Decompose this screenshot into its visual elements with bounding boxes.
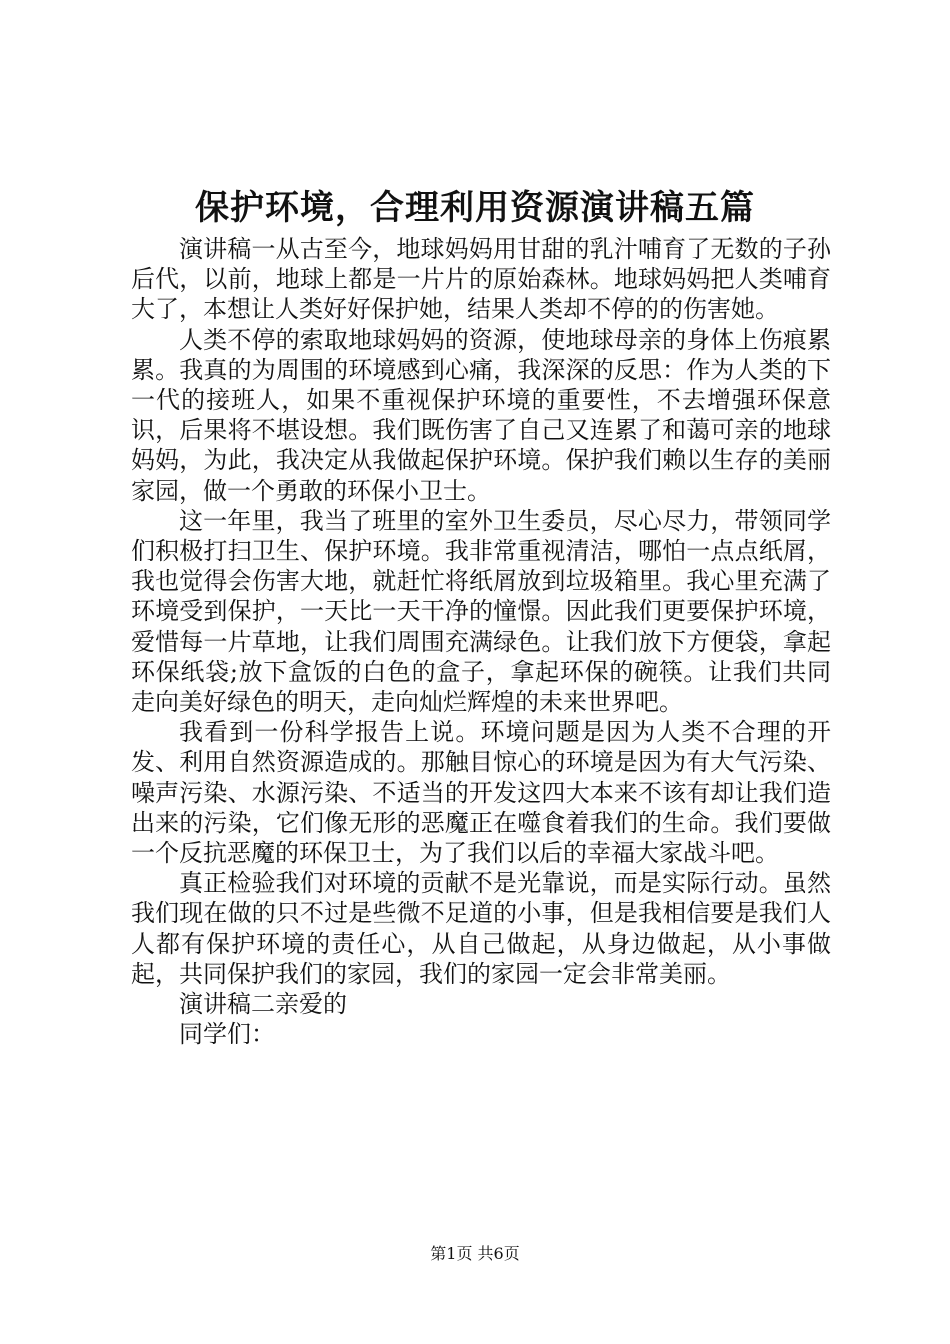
paragraph: 同学们： (179, 1020, 275, 1049)
document-title: 保护环境，合理利用资源演讲稿五篇 (195, 188, 755, 228)
document-body (131, 234, 831, 1049)
paragraph: 真正检验我们对环境的贡献不是光靠说，而是实际行动。虽然我们现在做的只不过是些微不足道的小事，但是我相信要是我们人人都有保护环境的责任心，从自己做起，从身边做起，从小事做起，共同保护我们的家园，我们的家园一定会非常美丽。 (131, 869, 831, 988)
paragraph: 演讲稿二亲爱的 (179, 990, 347, 1019)
paragraph: 演讲稿一从古至今，地球妈妈用甘甜的乳汁哺育了无数的子孙后代，以前，地球上都是一片片的原始森林。地球妈妈把人类哺育大了，本想让人类好好保护她，结果人类却不停的的伤害她。 (131, 235, 831, 324)
paragraph: 我看到一份科学报告上说。环境问题是因为人类不合理的开发、利用自然资源造成的。那触目惊心的环境是因为有大气污染、噪声污染、水源污染、不适当的开发这四大本来不该有却让我们造出来的污染，它们像无形的恶魔正在噬食着我们的生命。我们要做一个反抗恶魔的环保卫士，为了我们以后的幸福大家战斗吧。 (131, 718, 831, 868)
page-number-footer: 第1页 共6页 (430, 1244, 520, 1263)
paragraph: 人类不停的索取地球妈妈的资源，使地球母亲的身体上伤痕累累。我真的为周围的环境感到心痛，我深深的反思：作为人类的下一代的接班人，如果不重视保护环境的重要性，不去增强环保意识，后果将不堪设想。我们既伤害了自己又连累了和蔼可亲的地球妈妈，为此，我决定从我做起保护环境。保护我们赖以生存的美丽家园，做一个勇敢的环保小卫士。 (131, 325, 831, 505)
paragraph: 这一年里，我当了班里的室外卫生委员，尽心尽力，带领同学们积极打扫卫生、保护环境。我非常重视清洁，哪怕一点点纸屑，我也觉得会伤害大地，就赶忙将纸屑放到垃圾箱里。我心里充满了环境受到保护，一天比一天干净的憧憬。因此我们更要保护环境，爱惜每一片草地，让我们周围充满绿色。让我们放下方便袋，拿起环保纸袋;放下盒饭的白色的盒子，拿起环保的碗筷。让我们共同走向美好绿色的明天，走向灿烂辉煌的未来世界吧。 (131, 506, 831, 717)
